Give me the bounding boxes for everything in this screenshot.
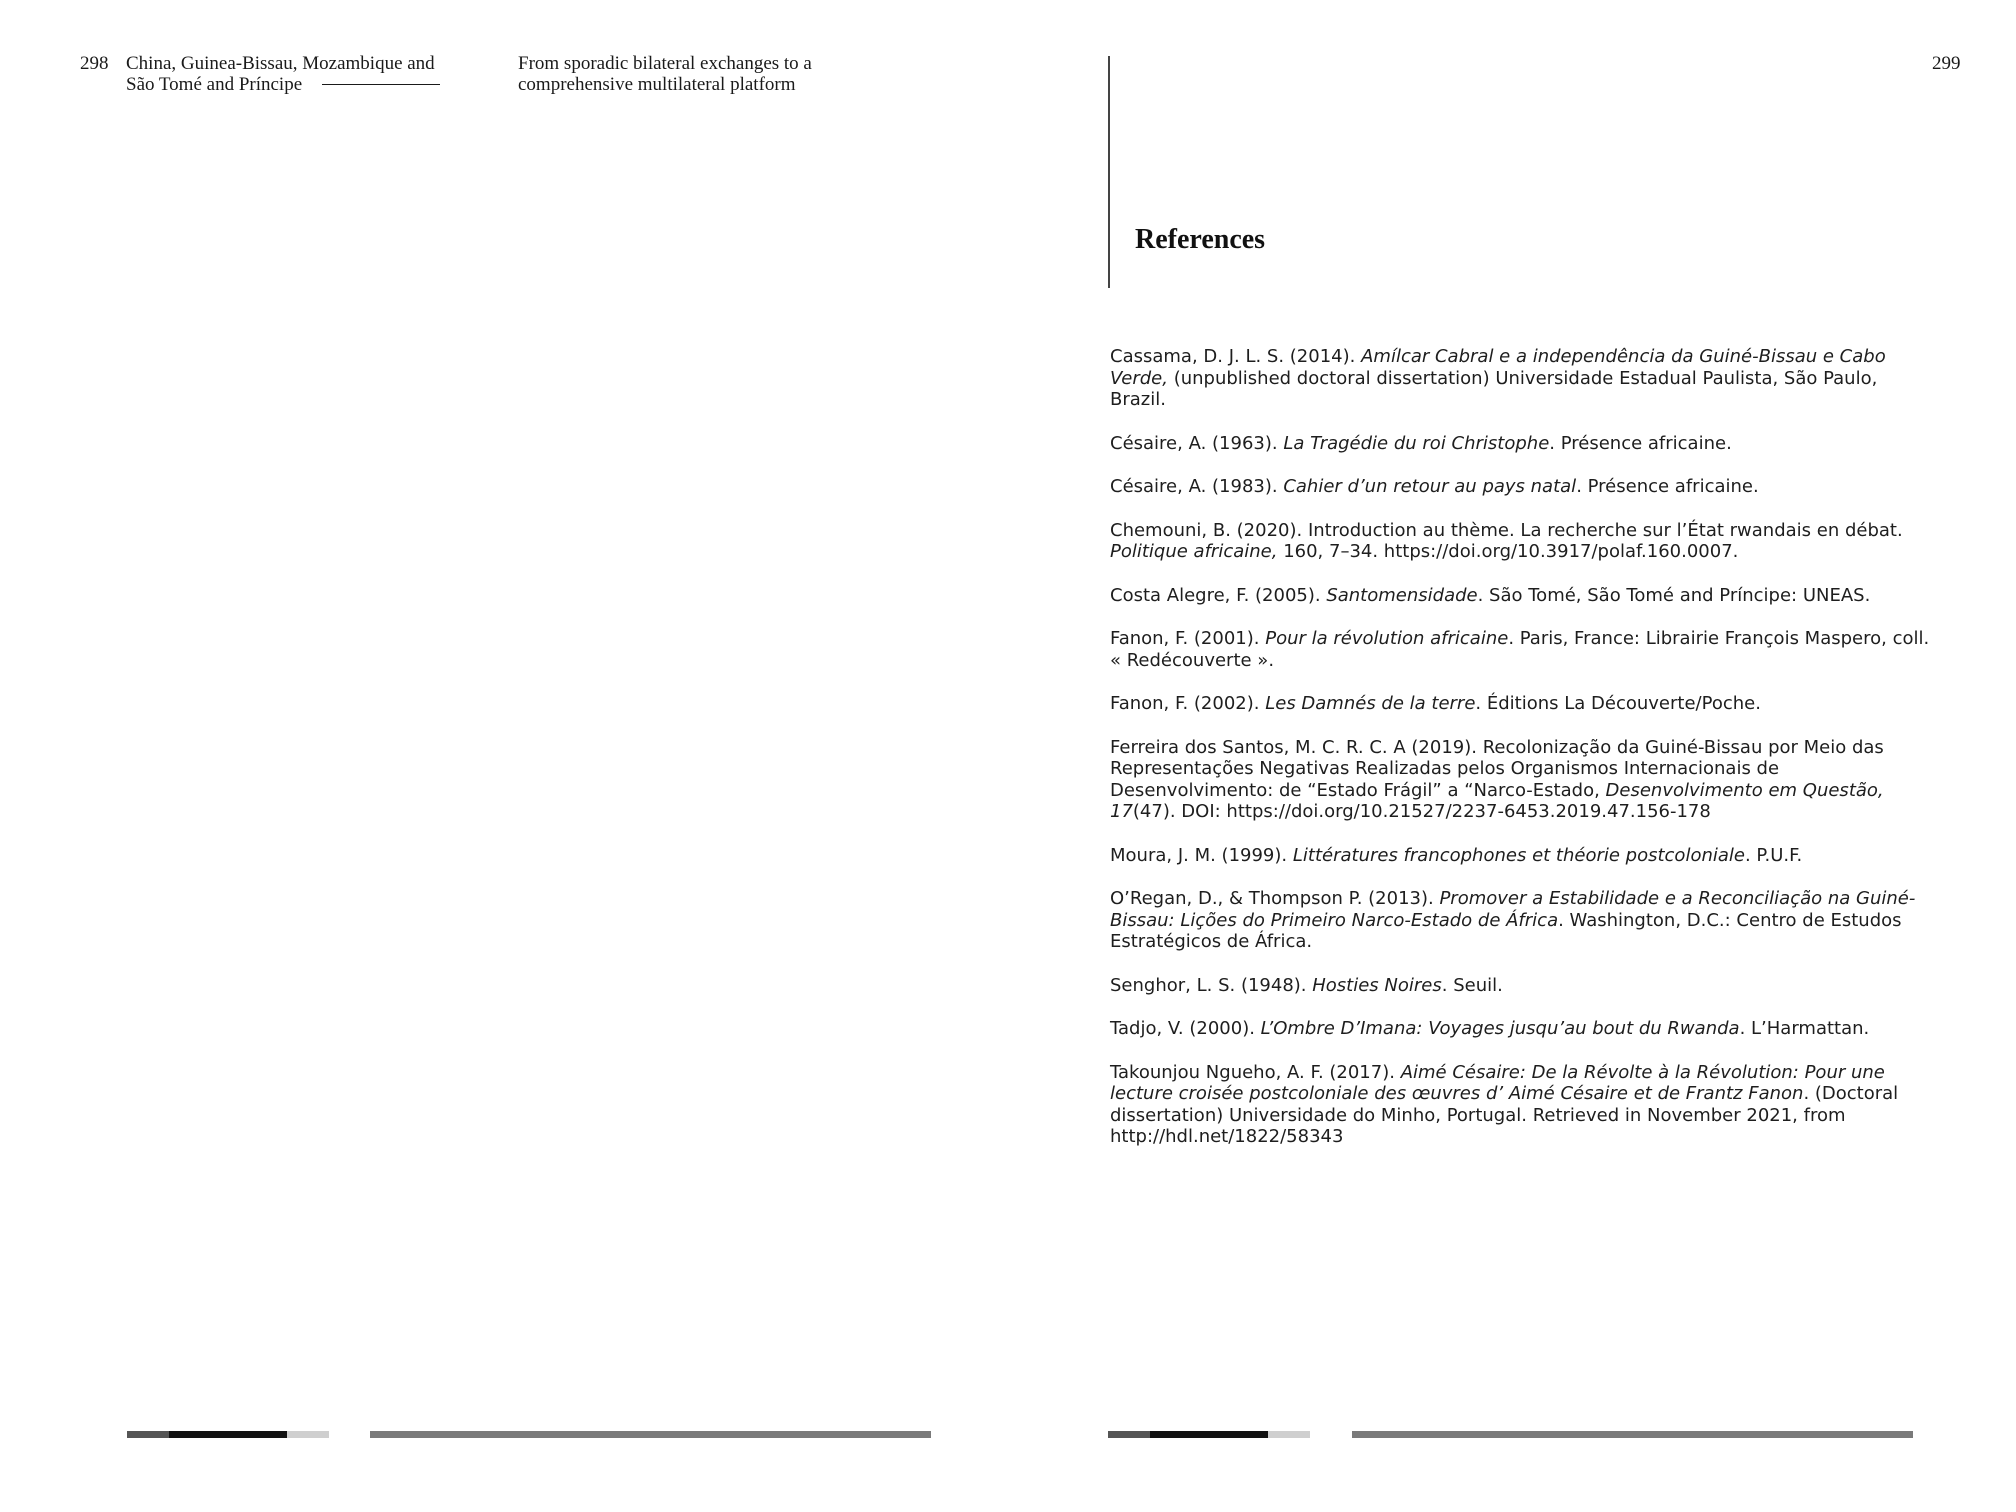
reference-text-tail: . São Tomé, São Tomé and Príncipe: UNEAS. <box>1477 584 1871 606</box>
reference-italic-title: Aimé Césaire: De la Révolte à la Révolution: Pour une lecture croisée postcoloniale des œuvres d’ Aimé Césaire et de Frantz Fanon <box>1110 1061 1885 1104</box>
reference-text: Moura, J. M. (1999). <box>1110 844 1293 866</box>
reference-text: Ferreira dos Santos, M. C. R. C. A (2019). Recolonização da Guiné-Bissau por Meio das Representações Negativas Realizadas pelos Organismos Internacionais de Desenvolvimento: de “Estado Frágil” a “Narco-Estado, <box>1110 736 1884 801</box>
reference-text-tail: . Éditions La Découverte/Poche. <box>1475 693 1761 714</box>
running-title-rule <box>322 84 440 85</box>
running-title <box>126 53 456 95</box>
reference-italic-title: Cahier d’un retour au pays natal <box>1283 476 1577 497</box>
reference-text: O’Regan, D., & Thompson P. (2013). <box>1110 888 1440 909</box>
running-title-line1: China, Guinea-Bissau, Mozambique and <box>126 53 435 74</box>
reference-entry <box>1110 888 1930 953</box>
reference-entry <box>1110 520 1930 563</box>
reference-text: Costa Alegre, F. (2005). <box>1110 584 1327 606</box>
reference-italic-title: L’Ombre D’Imana: Voyages jusqu’au bout du Rwanda <box>1260 1018 1740 1039</box>
footer-bar-left-black <box>169 1431 287 1438</box>
footer-bar-left-light <box>287 1431 329 1438</box>
footer-bar-right-dark <box>1108 1431 1150 1438</box>
references-heading: References <box>1135 224 1266 255</box>
reference-text-tail: . (Doctoral dissertation) Universidade do Minho, Portugal. Retrieved in November 2021, from http://hdl.net/1822/58343 <box>1110 1083 1899 1147</box>
reference-text: Césaire, A. (1963). <box>1110 432 1284 454</box>
reference-text-tail: . Washington, D.C.: Centro de Estudos Estratégicos de África. <box>1110 909 1902 952</box>
reference-text-tail: (unpublished doctoral dissertation) Universidade Estadual Paulista, São Paulo, Brazil. <box>1110 367 1878 410</box>
reference-text: Senghor, L. S. (1948). <box>1110 974 1313 996</box>
section-title-line1: From sporadic bilateral exchanges to a <box>518 53 812 74</box>
section-title <box>518 53 858 95</box>
left-page-number: 298 <box>80 53 109 74</box>
reference-italic-title: Amílcar Cabral e a independência da Guiné-Bissau e Cabo Verde, <box>1110 346 1886 389</box>
reference-text-tail: . P.U.F. <box>1744 844 1803 866</box>
reference-text-tail: . Présence africaine. <box>1576 476 1759 497</box>
reference-italic-title: Santomensidade <box>1326 584 1478 606</box>
reference-text: Takounjou Ngueho, A. F. (2017). <box>1110 1061 1401 1083</box>
reference-text: Tadjo, V. (2000). <box>1110 1018 1261 1039</box>
reference-italic-title: La Tragédie du roi Christophe <box>1283 432 1550 454</box>
reference-text-tail: . Paris, France: Librairie François Maspero, coll. « Redécouverte ». <box>1110 628 1930 671</box>
reference-entry <box>1110 476 1930 498</box>
right-page-number: 299 <box>1932 53 1961 74</box>
reference-text: Césaire, A. (1983). <box>1110 476 1284 497</box>
footer-bar-left-dark <box>127 1431 169 1438</box>
footer-bar-right-long <box>1352 1431 1913 1438</box>
reference-text-tail: . Seuil. <box>1441 974 1503 996</box>
reference-entry <box>1110 628 1930 671</box>
reference-text-tail: . L’Harmattan. <box>1739 1018 1870 1039</box>
reference-entry <box>1110 346 1930 411</box>
reference-italic-title: Pour la révolution africaine <box>1265 628 1509 649</box>
reference-italic-title: Politique africaine, <box>1110 541 1278 562</box>
reference-italic-title: Promover a Estabilidade e a Reconciliação na Guiné-Bissau: Lições do Primeiro Narco-Estado de África <box>1110 888 1916 931</box>
reference-entry <box>1110 433 1930 455</box>
reference-entry <box>1110 845 1930 867</box>
reference-entry <box>1110 1018 1930 1040</box>
reference-italic-title: Les Damnés de la terre <box>1265 693 1476 714</box>
reference-italic-title: Littératures francophones et théorie postcoloniale <box>1292 844 1745 866</box>
heading-vertical-rule <box>1108 56 1110 288</box>
reference-italic-title: Desenvolvimento em Questão, 17 <box>1110 779 1884 822</box>
reference-text-tail: (47). DOI: https://doi.org/10.21527/2237-6453.2019.47.156-178 <box>1132 801 1711 822</box>
footer-bar-left-long <box>370 1431 931 1438</box>
footer-bar-right-light <box>1268 1431 1310 1438</box>
reference-entry <box>1110 693 1930 715</box>
reference-entry <box>1110 585 1930 607</box>
reference-entry <box>1110 737 1930 823</box>
reference-text: Fanon, F. (2002). <box>1110 693 1266 714</box>
reference-italic-title: Hosties Noires <box>1312 974 1442 996</box>
reference-text: Chemouni, B. (2020). Introduction au thème. La recherche sur l’État rwandais en débat. <box>1110 519 1903 541</box>
reference-text: Fanon, F. (2001). <box>1110 628 1266 649</box>
references-list <box>1110 346 1930 1170</box>
reference-text: Cassama, D. J. L. S. (2014). <box>1110 346 1362 367</box>
reference-text-tail: 160, 7–34. https://doi.org/10.3917/polaf.160.0007. <box>1277 541 1739 562</box>
footer-bar-right-black <box>1150 1431 1268 1438</box>
reference-entry <box>1110 1062 1930 1148</box>
running-title-line2: São Tomé and Príncipe <box>126 74 303 95</box>
reference-entry <box>1110 975 1930 997</box>
section-title-line2: comprehensive multilateral platform <box>518 74 796 95</box>
reference-text-tail: . Présence africaine. <box>1549 432 1732 454</box>
